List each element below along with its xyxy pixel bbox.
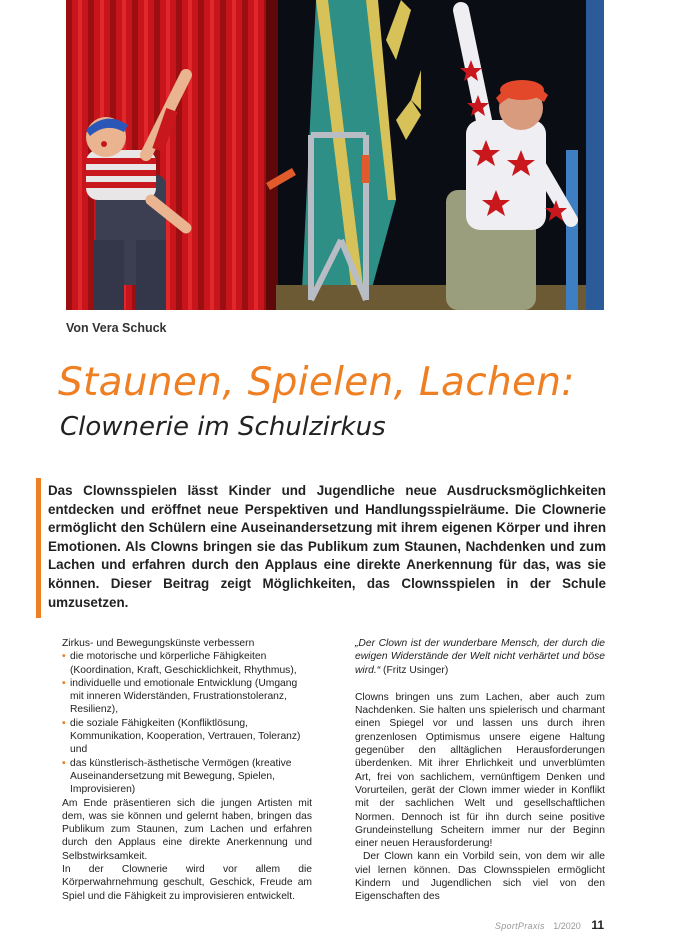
- right-column: [355, 637, 605, 904]
- list-item: • die motorische und körperliche Fähigkeiten (Koordination, Kraft, Geschicklichkeit, Rhythmus),: [62, 651, 297, 676]
- body-paragraph: Clowns bringen uns zum Lachen, aber auch zum Nachdenken. Sie halten uns spielerisch und charmant einen Spiegel vor und lassen uns durch ihren grenzenlosen Optimismus unsere eigene Haltung gegenüber den alltäglichen Herausforderungen überdenken. Mit ihrer Ehrlichkeit und unverblümten Art, frei von sachlichem, vernünftigem Denken und Vorurteilen, gerät der Clown immer wieder in Konflikt mit der sachlichen Welt und gesellschaftlichen Normen. Dennoch ist für ihn durch seine positive Grundeinstellung Scheitern immer nur der Beginn einer neuen Herausforderung!: [355, 691, 605, 850]
- list-item: • individuelle und emotionale Entwicklung (Umgang mit inneren Widerständen, Frustrationstoleranz, Resilienz),: [62, 677, 298, 716]
- left-column: [62, 637, 312, 903]
- journal-name: SportPraxis: [494, 921, 545, 931]
- list-intro: Zirkus- und Bewegungskünste verbessern: [62, 638, 255, 649]
- byline: Von Vera Schuck: [66, 321, 167, 335]
- body-paragraph: Am Ende präsentieren sich die jungen Artisten mit dem, was sie können und gelernt haben, bringen das Publikum zum Staunen, zum Lachen und erfahren durch den Applaus eine direkte Anerkennung und Selbstwirksamkeit.: [62, 797, 312, 862]
- lead-accent-bar: [36, 478, 41, 618]
- page-number: 11: [591, 918, 604, 932]
- bullet-icon: •: [62, 677, 66, 689]
- list-item: • das künstlerisch-ästhetische Vermögen (kreative Auseinandersetzung mit Bewegung, Spielen, Improvisieren): [62, 757, 292, 796]
- article-subtitle: Clownerie im Schulzirkus: [60, 412, 386, 442]
- skills-list: [62, 650, 312, 796]
- bullet-icon: •: [62, 717, 66, 729]
- page-footer: [495, 918, 604, 932]
- article-title: Staunen, Spielen, Lachen:: [58, 360, 575, 405]
- bullet-icon: •: [62, 651, 66, 663]
- issue-number: 1/2020: [553, 921, 581, 931]
- circus-clowns-photo: [66, 0, 604, 310]
- quote-text: „Der Clown ist der wunderbare Mensch, der durch die ewigen Widerstände der Welt nicht verhärtet und böse wird.“: [355, 638, 605, 676]
- quote-block: [355, 637, 605, 677]
- body-paragraph: Der Clown kann ein Vorbild sein, von dem wir alle viel lernen können. Das Clownsspielen ermöglicht Kindern und Jugendlichen sich viel von den Eigenschaften des: [355, 851, 605, 903]
- lead-paragraph: Das Clownsspielen lässt Kinder und Jugendliche neue Ausdrucksmöglichkeiten entdecken und eröffnet neue Perspektiven und Handlungsspielräume. Die Clownerie ermöglicht den Schülern eine Auseinandersetzung mit ihrem eigenen Körper und ihren Emotionen. Als Clowns bringen sie das Publikum zum Staunen, Nachdenken und zum Lachen und erfahren durch den Applaus eine direkte Anerkennung für das, was sie können. Dieser Beitrag zeigt Möglichkeiten, das Clownsspielen in der Schule umzusetzen.: [48, 483, 606, 610]
- quote-source: (Fritz Usinger): [383, 664, 449, 676]
- bullet-icon: •: [62, 757, 66, 769]
- list-item: • die soziale Fähigkeiten (Konfliktlösung, Kommunikation, Kooperation, Vertrauen, Toleranz) und: [62, 717, 301, 756]
- body-paragraph: In der Clownerie wird vor allem die Körperwahrnehmung geschult, Geschick, Freude am Spiel und die Fähigkeit zu improvisieren entwickelt.: [62, 864, 312, 902]
- header-photo: [66, 0, 604, 310]
